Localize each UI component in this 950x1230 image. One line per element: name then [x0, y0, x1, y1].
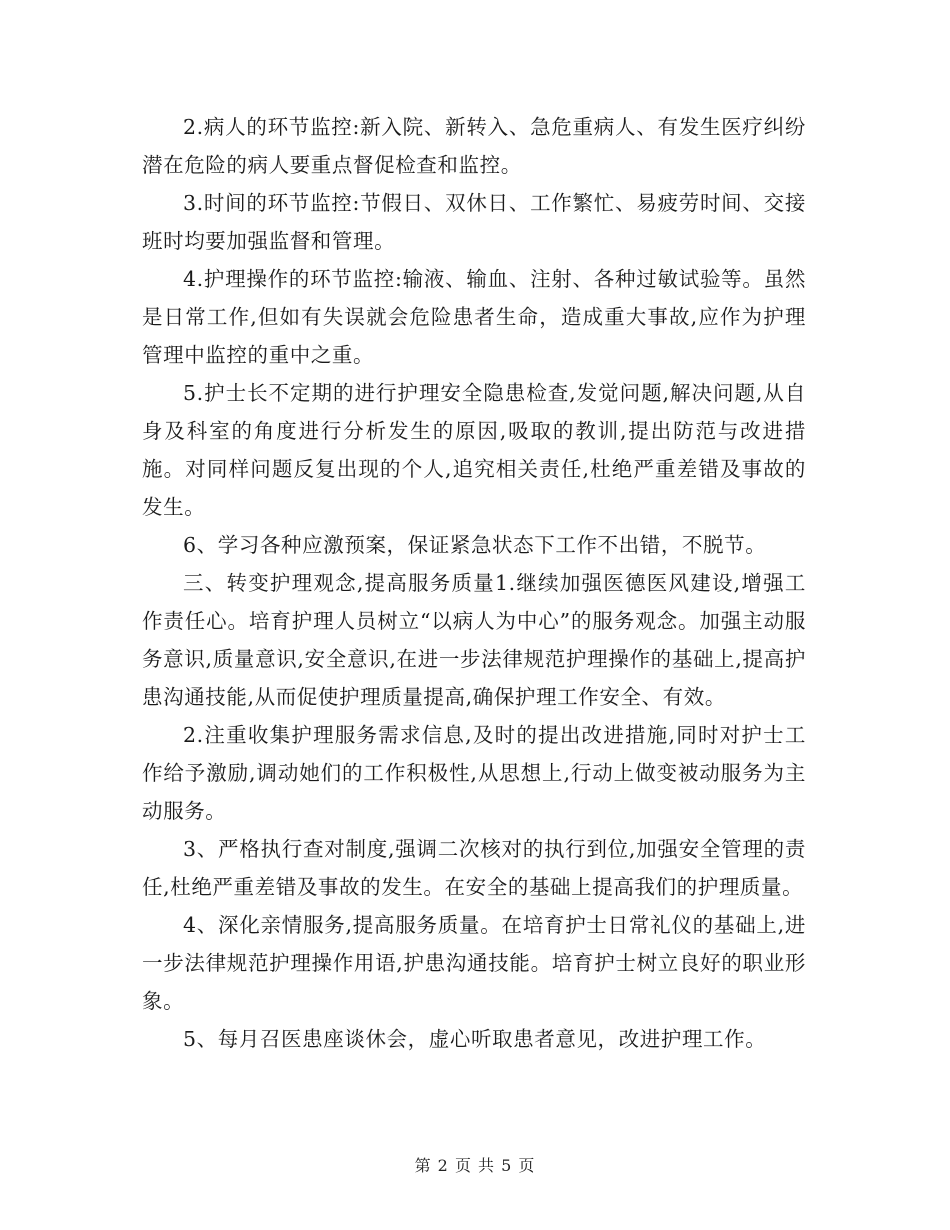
paragraph-emergency-plans: 6、学习各种应激预案，保证紧急状态下工作不出错，不脱节。	[183, 533, 767, 557]
page-footer: 第 2 页 共 5 页	[414, 1156, 536, 1175]
paragraph-verification-system: 3、严格执行查对制度,强调二次核对的执行到位,加强安全管理的责任,杜绝严重差错及事故的发生。在安全的基础上提高我们的护理质量。	[142, 837, 806, 899]
paragraph-section-three: 三、转变护理观念,提高服务质量1.继续加强医德医风建设,增强工作责任心。培育护理人员树立“以病人为中心”的服务观念。加强主动服务意识,质量意识,安全意识,在进一步法律规范护理操作的基础上,提高护患沟通技能,从而促使护理质量提高,确保护理工作安全、有效。	[142, 571, 806, 709]
paragraph-care-service: 4、深化亲情服务,提高服务质量。在培育护士日常礼仪的基础上,进一步法律规范护理操作用语,护患沟通技能。培育护士树立良好的职业形象。	[142, 913, 806, 1013]
paragraph-time-monitoring: 3.时间的环节监控:节假日、双休日、工作繁忙、易疲劳时间、交接班时均要加强监督和管理。	[142, 191, 806, 253]
paragraph-monthly-meeting: 5、每月召医患座谈休会，虚心听取患者意见，改进护理工作。	[183, 1027, 767, 1051]
paragraph-service-needs: 2.注重收集护理服务需求信息,及时的提出改进措施,同时对护士工作给予激励,调动她们的工作积极性,从思想上,行动上做变被动服务为主动服务。	[142, 723, 806, 823]
paragraph-patient-monitoring: 2.病人的环节监控:新入院、新转入、急危重病人、有发生医疗纠纷潜在危险的病人要重点督促检查和监控。	[142, 115, 806, 177]
paragraph-operation-monitoring: 4.护理操作的环节监控:输液、输血、注射、各种过敏试验等。虽然是日常工作,但如有失误就会危险患者生命，造成重大事故,应作为护理管理中监控的重中之重。	[142, 267, 806, 367]
document-body	[142, 108, 806, 1058]
paragraph-safety-inspection: 5.护士长不定期的进行护理安全隐患检查,发觉问题,解决问题,从自身及科室的角度进行分析发生的原因,吸取的教训,提出防范与改进措施。对同样问题反复出现的个人,追究相关责任,杜绝严重差错及事故的发生。	[142, 381, 806, 519]
